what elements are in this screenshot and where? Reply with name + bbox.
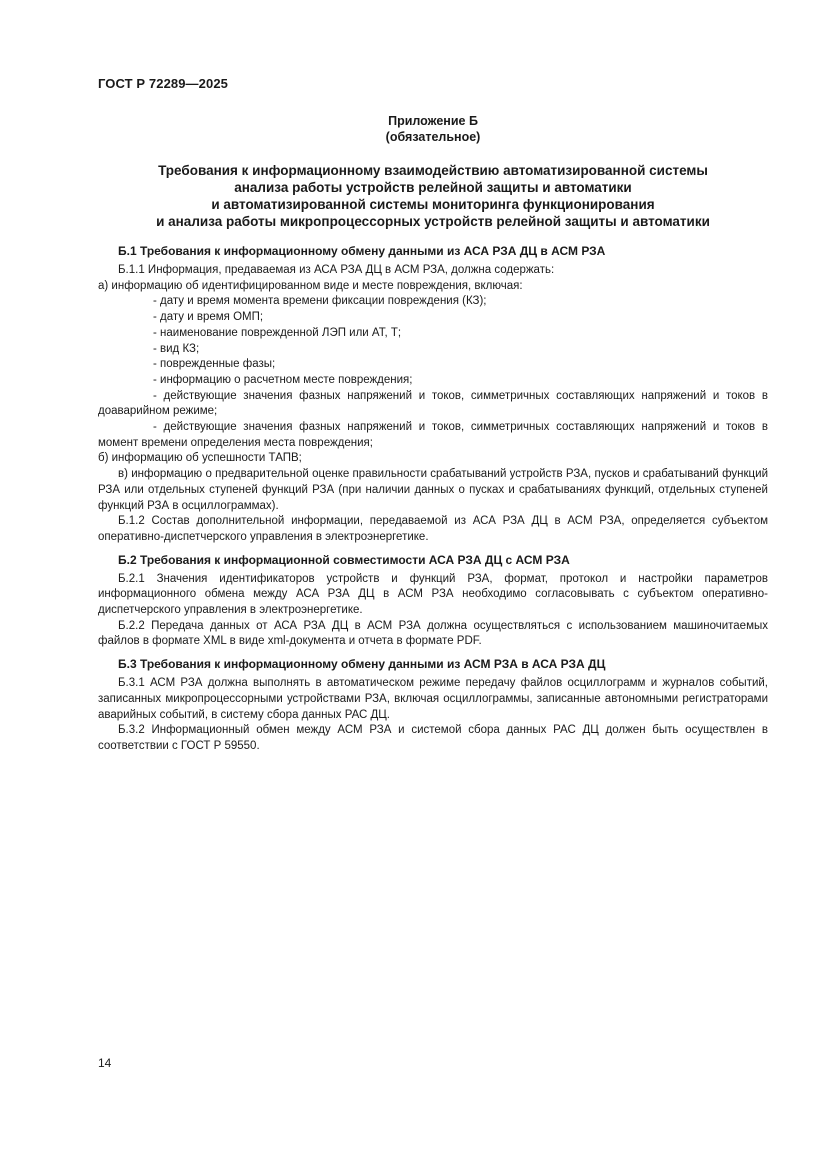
annex-title xyxy=(98,162,768,230)
section-b3 xyxy=(98,656,768,755)
paragraph: Б.1.1 Информация, предаваемая из АСА РЗА ДЦ в АСМ РЗА, должна содержать: xyxy=(118,264,555,276)
page-number: 14 xyxy=(98,1056,112,1070)
annex-title-line: Требования к информационному взаимодействию автоматизированной системы xyxy=(158,163,708,178)
list-item: а) информацию об идентифицированном виде и месте повреждения, включая: xyxy=(98,279,523,292)
paragraph: Б.2.2 Передача данных от АСА РЗА ДЦ в АСМ РЗА должна осуществляться с использованием машиночитаемых файлов в формате XML в виде xml-документа и отчета в формате PDF. xyxy=(98,619,768,648)
paragraph: Б.3.2 Информационный обмен между АСМ РЗА и системой сбора данных РАС ДЦ должен быть осуществлен в соответствии с ГОСТ Р 59550. xyxy=(98,724,768,752)
document-body xyxy=(98,243,768,755)
annex-status: (обязательное) xyxy=(385,130,481,144)
section-b1 xyxy=(98,243,768,546)
dash-item: - поврежденные фазы; xyxy=(153,358,276,371)
paragraph: Б.2.1 Значения идентификаторов устройств и функций РЗА, формат, протокол и настройки параметров информационного обмена между АСА РЗА ДЦ в АСМ РЗА необходимо согласовывать с субъектом оперативно-диспетчерского управления в электроэнергетике. xyxy=(98,572,768,617)
list-item: в) информацию о предварительной оценке правильности срабатываний устройств РЗА, пусков и срабатываний функций РЗА или отдельных ступеней функций РЗА (при наличии данных о пусках и срабатываниях функций, отдельных ступеней функций РЗА в осциллограммах). xyxy=(98,468,768,512)
document-id: ГОСТ Р 72289—2025 xyxy=(98,76,228,91)
dash-item: - наименование поврежденной ЛЭП или АТ, Т; xyxy=(153,326,402,339)
annex-label xyxy=(98,113,768,145)
section-heading: Б.1 Требования к информационному обмену данными из АСА РЗА ДЦ в АСМ РЗА xyxy=(118,244,606,258)
dash-item: - информацию о расчетном месте повреждения; xyxy=(153,373,413,386)
dash-item: - дату и время ОМП; xyxy=(153,311,264,324)
paragraph: Б.3.1 АСМ РЗА должна выполнять в автоматическом режиме передачу файлов осциллограмм и журналов событий, записанных микропроцессорными устройствами РЗА, включая осциллограммы, записанные автономными регистраторами аварийных событий, в систему сбора данных РАС ДЦ. xyxy=(98,677,768,721)
section-b2 xyxy=(98,552,768,651)
dash-item: - действующие значения фазных напряжений и токов, симметричных составляющих напряжений и токов в момент времени определения места повреждения; xyxy=(98,421,768,449)
section-heading: Б.3 Требования к информационному обмену данными из АСМ РЗА в АСА РЗА ДЦ xyxy=(118,657,606,672)
annex-number: Приложение Б xyxy=(388,114,478,128)
dash-item: - дату и время момента времени фиксации повреждения (КЗ); xyxy=(153,295,487,308)
section-heading: Б.2 Требования к информационной совместимости АСА РЗА ДЦ с АСМ РЗА xyxy=(118,552,570,567)
paragraph: Б.1.2 Состав дополнительной информации, передаваемой из АСА РЗА ДЦ в АСМ РЗА, определяется субъектом оперативно-диспетчерского управления в электроэнергетике. xyxy=(98,515,768,543)
annex-title-line: анализа работы устройств релейной защиты и автоматики xyxy=(234,180,632,195)
dash-item: - вид КЗ; xyxy=(153,342,200,355)
annex-title-line: и анализа работы микропроцессорных устройств релейной защиты и автоматики xyxy=(156,214,710,229)
dash-item: - действующие значения фазных напряжений и токов, симметричных составляющих напряжений и токов в доаварийном режиме; xyxy=(98,389,768,418)
annex-title-line: и автоматизированной системы мониторинга функционирования xyxy=(211,197,655,212)
list-item: б) информацию об успешности ТАПВ; xyxy=(98,452,302,465)
